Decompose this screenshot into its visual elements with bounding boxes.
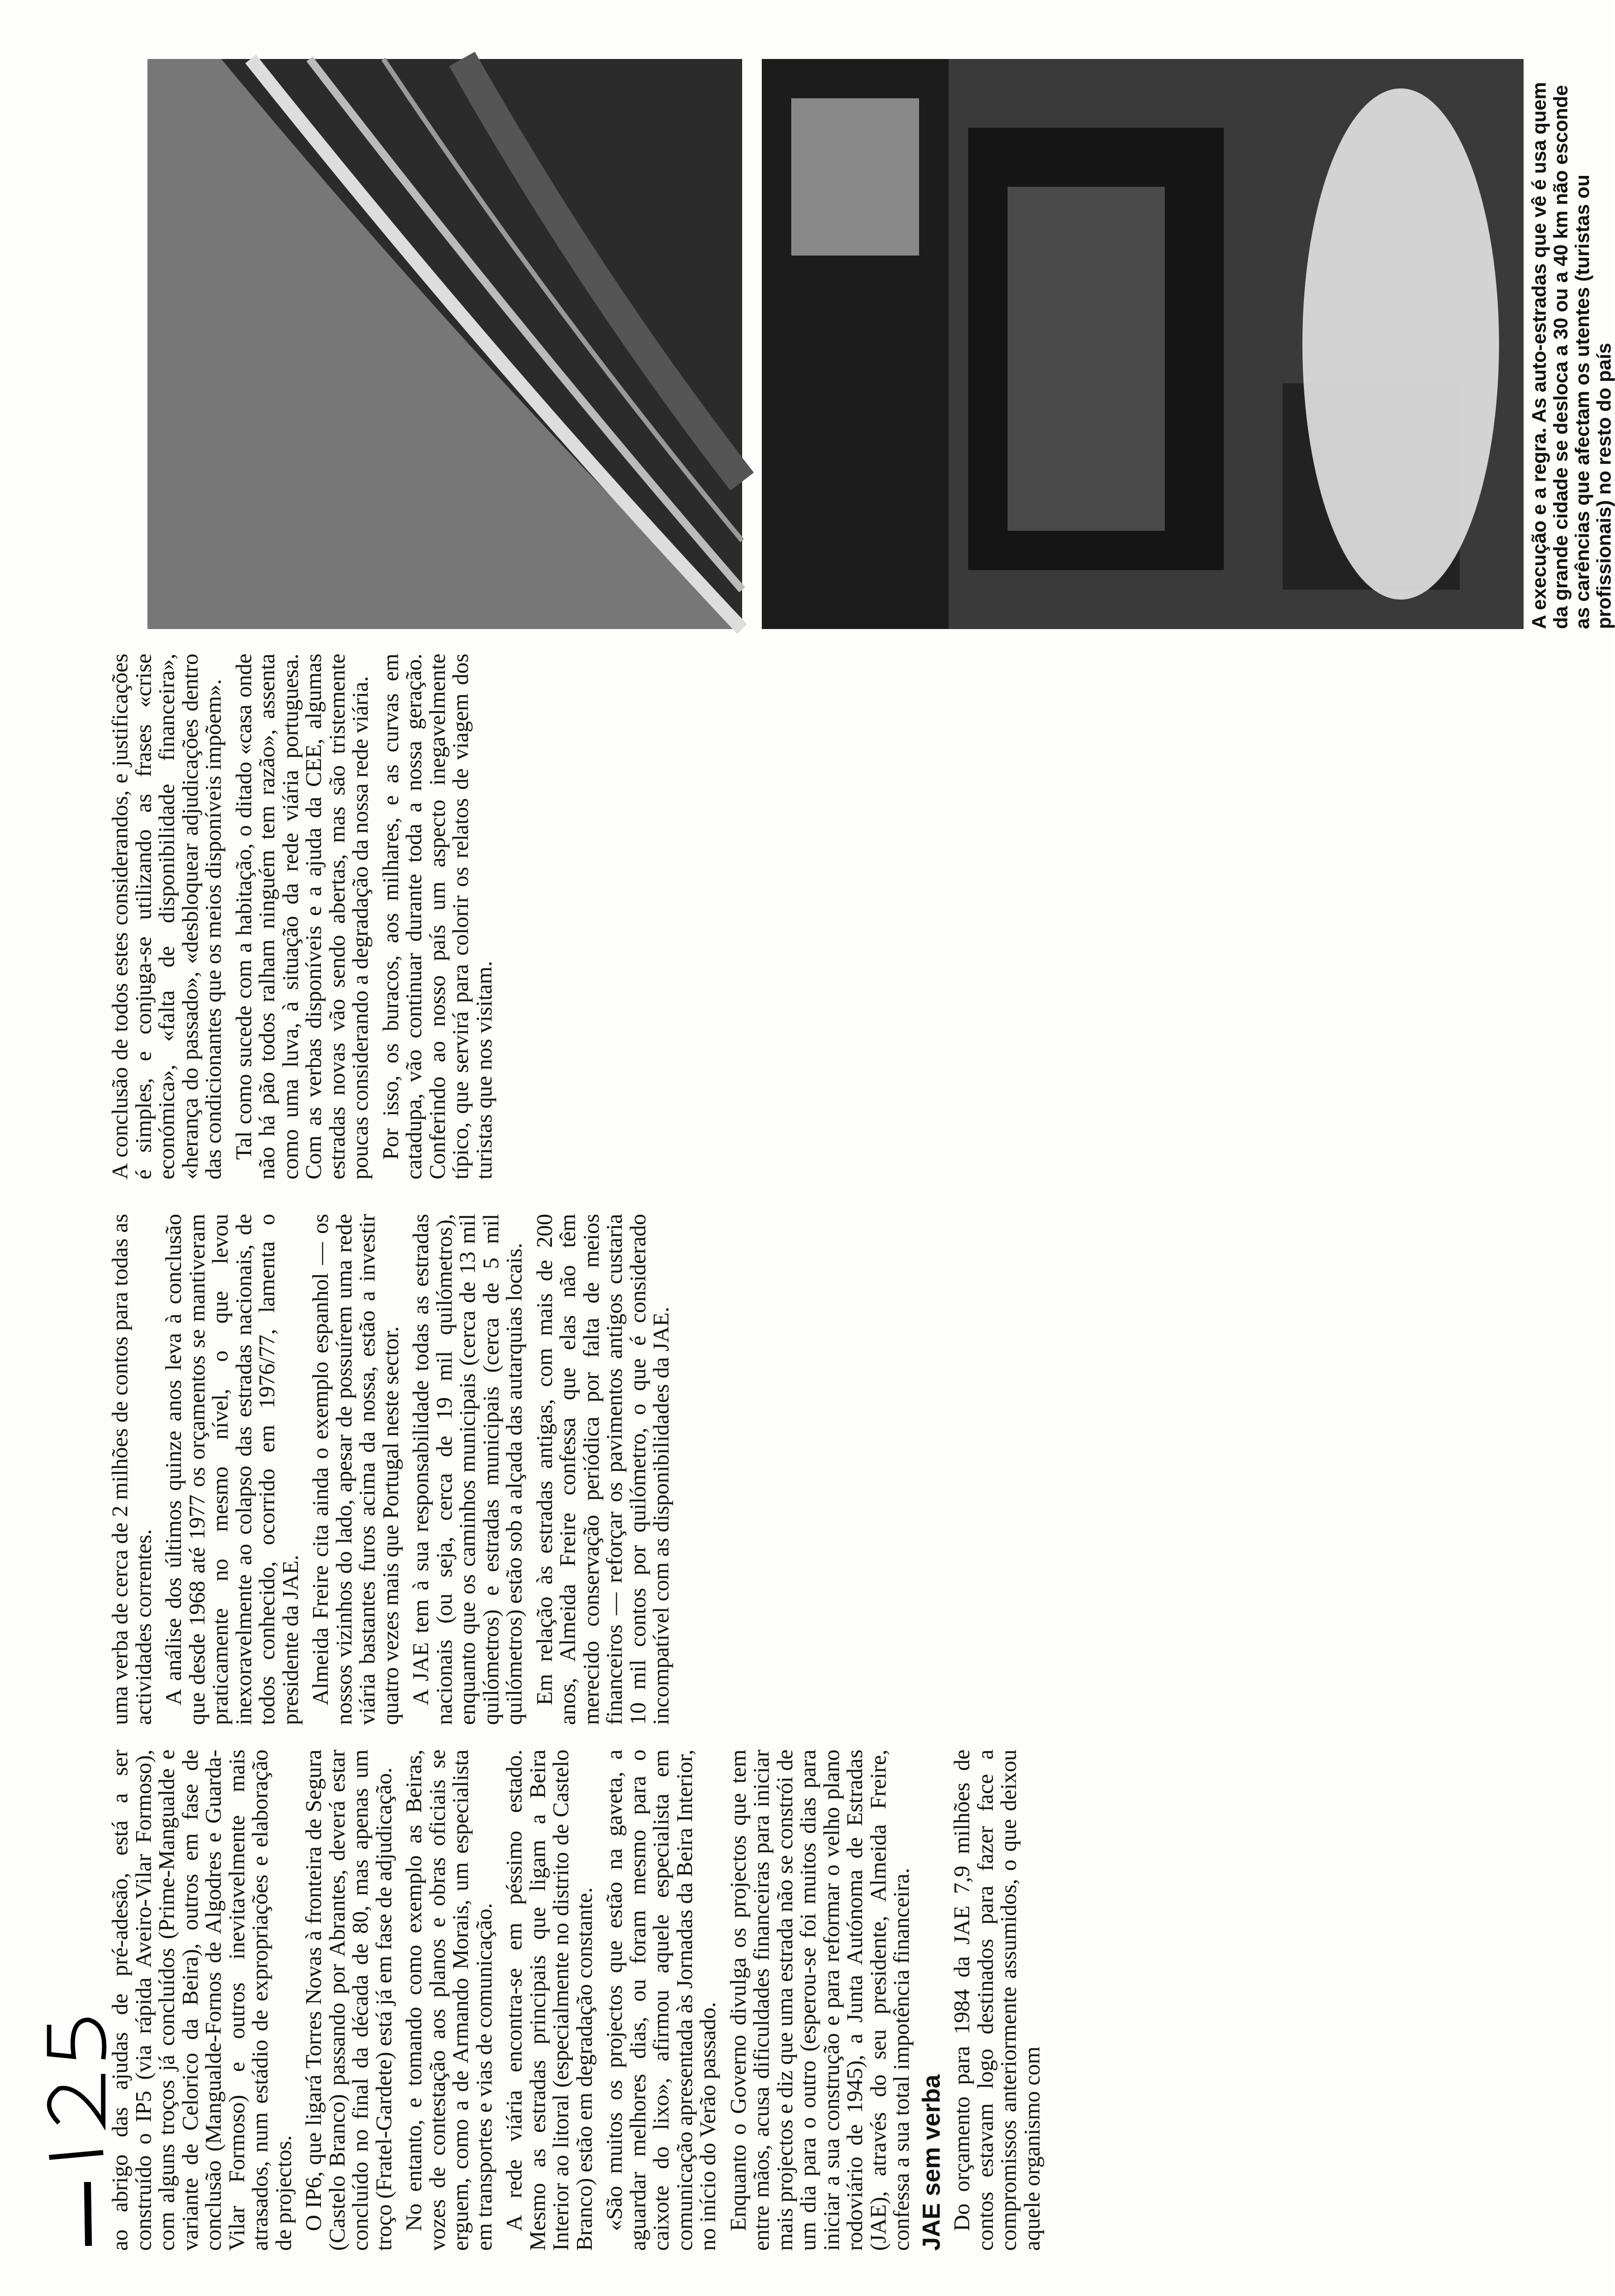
paragraph: A conclusão de todos estes considerandos, e justificações é simples, e conjuga-se utilizando as frases «crise económica», «falta de disponibilidade financeira», «herança do passado», «desbloquear adjudicações dentro das condicionantes que os meios disponíveis impõem». xyxy=(107,654,226,1179)
paragraph: Do orçamento para 1984 da JAE 7,9 milhões de contos estavam logo destinados para fazer face a compromissos anteriormente assumidos, o que deixou aquele organismo com xyxy=(949,1750,1044,2251)
paragraph: Tal como sucede com a habitação, o ditado «casa onde não há pão todos ralham ninguém tem razão», assenta como uma luva, à situação da rede viária portuguesa. Com as verbas disponíveis e a ajuda da CEE, algumas estradas novas vão sendo abertas, mas são tristemente poucas considerando a degradação da nossa rede viária. xyxy=(231,654,373,1179)
article-column-1 xyxy=(108,1750,1524,2251)
section-subheading: JAE sem verba xyxy=(917,2074,945,2251)
article-column-3 xyxy=(108,654,1524,1179)
paragraph: ao abrigo das ajudas de pré-adesão, está a ser construído o IP5 (via rápida Aveiro-Vilar Formoso), com alguns troços já concluídos (Prime-Mangualde e variante de Celorico da Beira), outros em fase de conclusão (Mangualde-Fornos de Algodres e Guarda-Vilar Formoso) e outros inevitavelmente mais atrasados, num estádio de expropriações e elaboração de projectos. xyxy=(107,1750,296,2251)
handwritten-page-number xyxy=(29,1907,113,2251)
paragraph: Por isso, os buracos, aos milhares, e as curvas em catadupa, vão continuar durante toda a nossa geração. Conferindo ao nosso país um aspecto inegavelmente típico, que servirá para colorir os relatos de viagem dos turistas que nos visitam. xyxy=(377,654,496,1179)
photo-caption: A execução e a regra. As auto-estradas que vê é usa quem da grande cidade se desloca a 30 ou a 40 km não esconde as carências que afectam os utentes (turistas ou profissionais) no resto do país xyxy=(1528,82,1615,629)
paragraph: Em relação às estradas antigas, com mais de 200 anos, Almeida Freire confessa que elas não têm merecido conservação periódica por falta de meios financeiros — reforçar os pavimentos antigos custaria 10 mil contos por quilómetro, o que é considerado incompatível com as disponibilidades da JAE. xyxy=(531,1214,673,1725)
paragraph: «São muitos os projectos que estão na gaveta, a aguardar melhores dias, ou foram mesmo para o caixote do lixo», afirmou aquele especialista em comunicação apresentada às Jornadas da Beira Interior, no início do Verão passado. xyxy=(602,1750,720,2251)
highway-photo xyxy=(147,59,742,629)
article-column-2 xyxy=(108,1214,1524,1725)
paragraph: uma verba de cerca de 2 milhões de contos para todas as actividades correntes. xyxy=(107,1214,156,1725)
paragraph: A rede viária encontra-se em péssimo estado. Mesmo as estradas principais que ligam a Beira Interior ao litoral (especialmente no distrito de Castelo Branco) estão em degradação constante. xyxy=(501,1750,597,2251)
paragraph: Enquanto o Governo divulga os projectos que tem entre mãos, acusa dificuldades financeiras para iniciar mais projectos e diz que uma estrada não se constrói de um dia para o outro (esperou-se foi muitos dias para iniciar a sua construção e para reformar o velho plano rodoviário de 1945), a Junta Autónoma de Estradas (JAE), através do seu presidente, Almeida Freire, confessa a sua total impotência financeira. xyxy=(725,1750,914,2251)
paragraph: Almeida Freire cita ainda o exemplo espanhol — os nossos vizinhos do lado, apesar de possuírem uma rede viária bastantes furos acima da nossa, estão a investir quatro vezes mais que Portugal neste sector. xyxy=(308,1214,403,1725)
paragraph: O IP6, que ligará Torres Novas à fronteira de Segura (Castelo Branco) passando por Abrantes, deverá estar concluído no final da década de 80, mas apenas um troço (Fratel-Gardete) está já em fase de adjudicação. xyxy=(301,1750,396,2251)
rotated-article xyxy=(34,49,1615,2261)
street-traffic-photo xyxy=(762,59,1524,629)
paragraph: A análise dos últimos quinze anos leva à conclusão que desde 1968 até 1977 os orçamentos se mantiveram praticamente no mesmo nível, o que levou inexoravelmente ao colapso das estradas nacionais, de todos conhecido, ocorrido em 1976/77, lamenta o presidente da JAE. xyxy=(161,1214,303,1725)
paragraph: No entanto, e tomando como exemplo as Beiras, vozes de contestação aos planos e obras oficiais se erguem, como a de Armando Morais, um especialista em transportes e vias de comunicação. xyxy=(401,1750,496,2251)
paragraph: A JAE tem à sua responsabilidade todas as estradas nacionais (ou seja, cerca de 19 mil quilómetros), enquanto que os caminhos municipais (cerca de 13 mil quilómetros) e estradas municipais (cerca de 5 mil quilómetros) estão sob a alçada das autarquias locais. xyxy=(408,1214,526,1725)
